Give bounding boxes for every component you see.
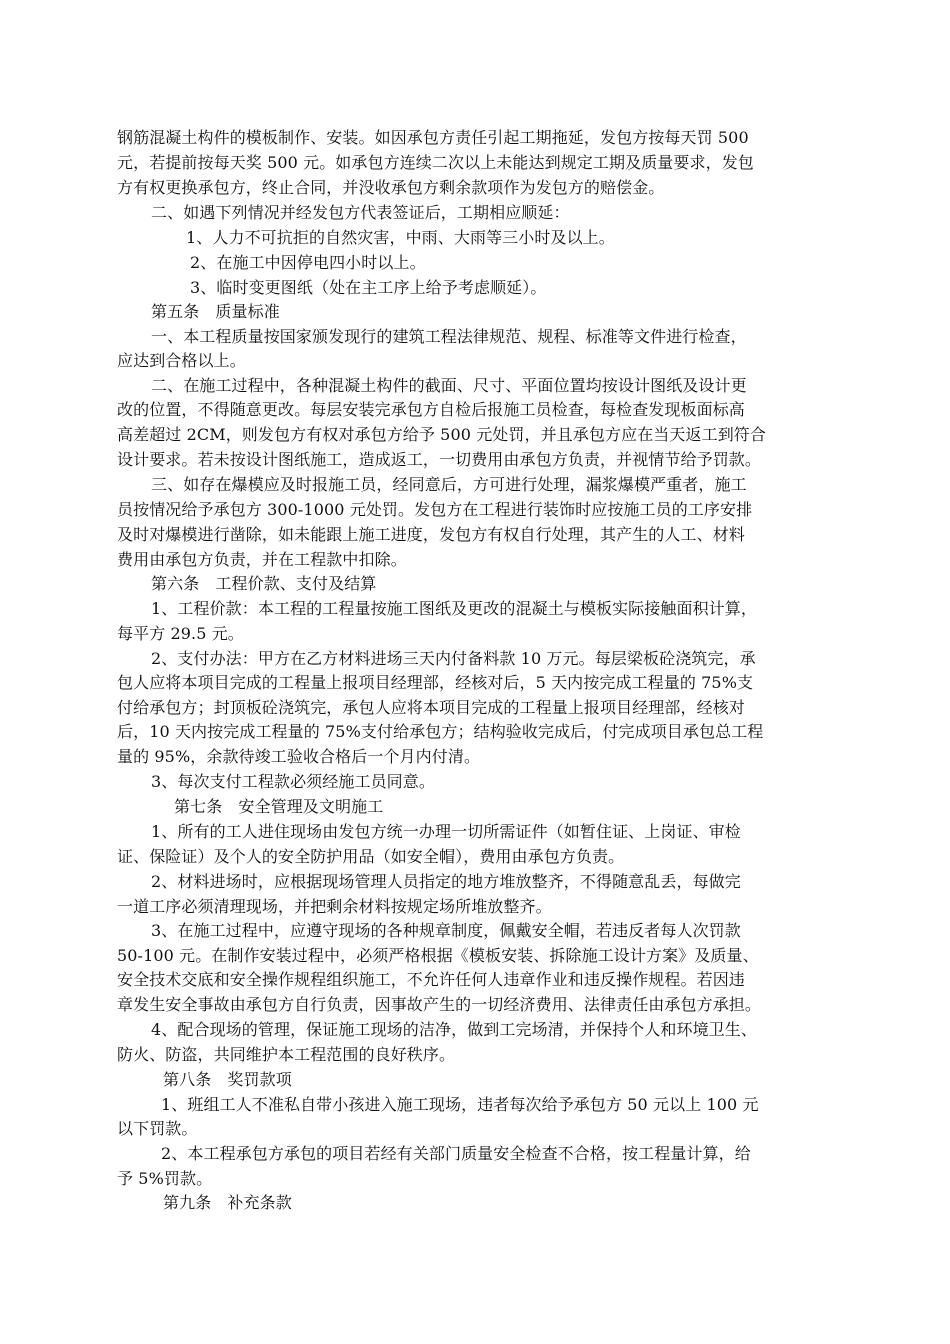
text-line: 二、如遇下列情况并经发包方代表签证后，工期相应顺延： bbox=[151, 203, 570, 222]
text-line: 每平方 29.5 元。 bbox=[117, 624, 244, 643]
text-line: 安全技术交底和安全操作规程组织施工，不允许任何人违章作业和违反操作规程。若因违 bbox=[117, 970, 745, 989]
text-line: 改的位置，不得随意更改。每层安装完承包方自检后报施工员检查，每检查发现板面标高 bbox=[117, 400, 745, 419]
text-line: 钢筋混凝土构件的模板制作、安装。如因承包方责任引起工期拖延，发包方按每天罚 500 bbox=[117, 128, 749, 147]
text-line: 2、支付办法：甲方在乙方材料进场三天内付备料款 10 万元。每层梁板砼浇筑完，承 bbox=[151, 649, 756, 668]
text-line: 费用由承包方负责，并在工程款中扣除。 bbox=[117, 550, 407, 569]
text-line: 量的 95%，余款待竣工验收合格后一个月内付清。 bbox=[117, 747, 481, 766]
section-heading: 第五条 质量标准 bbox=[151, 302, 280, 321]
text-line: 1、所有的工人进住现场由发包方统一办理一切所需证件（如暂住证、上岗证、审检 bbox=[151, 822, 741, 841]
text-line: 三、如存在爆模应及时报施工员，经同意后，方可进行处理，漏浆爆模严重者，施工 bbox=[151, 475, 747, 494]
text-line: 1、班组工人不准私自带小孩进入施工现场，违者每次给予承包方 50 元以上 100 元 bbox=[161, 1095, 759, 1114]
text-line: 章发生安全事故由承包方自行负责，因事故产生的一切经济费用、法律责任由承包方承担。 bbox=[117, 995, 762, 1014]
text-line: 一道工序必须清理现场，并把剩余材料按规定场所堆放整齐。 bbox=[117, 897, 552, 916]
text-line: 50-100 元。在制作安装过程中，必须严格根据《模板安装、拆除施工设计方案》及质量、 bbox=[117, 946, 759, 965]
text-line: 3、临时变更图纸（处在主工序上给予考虑顺延）。 bbox=[190, 278, 547, 297]
text-line: 后，10 天内按完成工程量的 75%支付给承包方；结构验收完成后，付完成项目承包总工程 bbox=[117, 722, 764, 741]
text-line: 2、本工程承包方承包的项目若经有关部门质量安全检查不合格，按工程量计算，给 bbox=[161, 1144, 751, 1163]
text-line: 元，若提前按每天奖 500 元。如承包方连续二次以上未能达到规定工期及质量要求，发包 bbox=[117, 153, 754, 172]
text-line: 4、配合现场的管理，保证施工现场的洁净，做到工完场清，并保持个人和环境卫生、 bbox=[151, 1020, 757, 1039]
text-line: 2、在施工中因停电四小时以上。 bbox=[190, 253, 426, 272]
text-line: 员按情况给予承包方 300-1000 元处罚。发包方在工程进行装饰时应按施工员的工序安排 bbox=[117, 500, 753, 519]
text-line: 一、本工程质量按国家颁发现行的建筑工程法律规范、规程、标准等文件进行检查， bbox=[151, 327, 747, 346]
text-line: 1、工程价款：本工程的工程量按施工图纸及更改的混凝土与模板实际接触面积计算， bbox=[151, 599, 757, 618]
text-line: 高差超过 2CM，则发包方有权对承包方给予 500 元处罚，并且承包方应在当天返工到符合 bbox=[117, 425, 767, 444]
text-line: 防火、防盗，共同维护本工程范围的良好秩序。 bbox=[117, 1045, 456, 1064]
section-heading: 第七条 安全管理及文明施工 bbox=[174, 797, 384, 816]
text-line: 2、材料进场时，应根据现场管理人员指定的地方堆放整齐，不得随意乱丢，每做完 bbox=[151, 872, 741, 891]
text-line: 以下罚款。 bbox=[117, 1119, 198, 1138]
text-line: 及时对爆模进行凿除，如未能跟上施工进度，发包方有权自行处理，其产生的人工、材料 bbox=[117, 525, 745, 544]
section-heading: 第九条 补充条款 bbox=[163, 1193, 292, 1212]
text-line: 1、人力不可抗拒的自然灾害，中雨、大雨等三小时及以上。 bbox=[186, 228, 615, 247]
text-line: 设计要求。若未按设计图纸施工，造成返工，一切费用由承包方负责，并视情节给予罚款。 bbox=[117, 450, 762, 469]
section-heading: 第六条 工程价款、支付及结算 bbox=[151, 574, 377, 593]
text-line: 3、每次支付工程款必须经施工员同意。 bbox=[151, 772, 435, 791]
section-heading: 第八条 奖罚款项 bbox=[163, 1070, 292, 1089]
text-line: 证、保险证）及个人的安全防护用品（如安全帽），费用由承包方负责。 bbox=[117, 847, 625, 866]
text-line: 包人应将本项目完成的工程量上报项目经理部，经核对后，5 天内按完成工程量的 75%支 bbox=[117, 673, 754, 692]
text-line: 付给承包方；封顶板砼浇筑完，承包人应将本项目完成的工程量上报项目经理部，经核对 bbox=[117, 698, 745, 717]
text-line: 应达到合格以上。 bbox=[117, 351, 246, 370]
text-line: 3、在施工过程中，应遵守现场的各种规章制度，佩戴安全帽，若违反者每人次罚款 bbox=[151, 921, 741, 940]
text-line: 二、在施工过程中，各种混凝土构件的截面、尺寸、平面位置均按设计图纸及设计更 bbox=[151, 376, 747, 395]
text-line: 予 5%罚款。 bbox=[117, 1169, 213, 1188]
text-line: 方有权更换承包方，终止合同，并没收承包方剩余款项作为发包方的赔偿金。 bbox=[117, 178, 665, 197]
